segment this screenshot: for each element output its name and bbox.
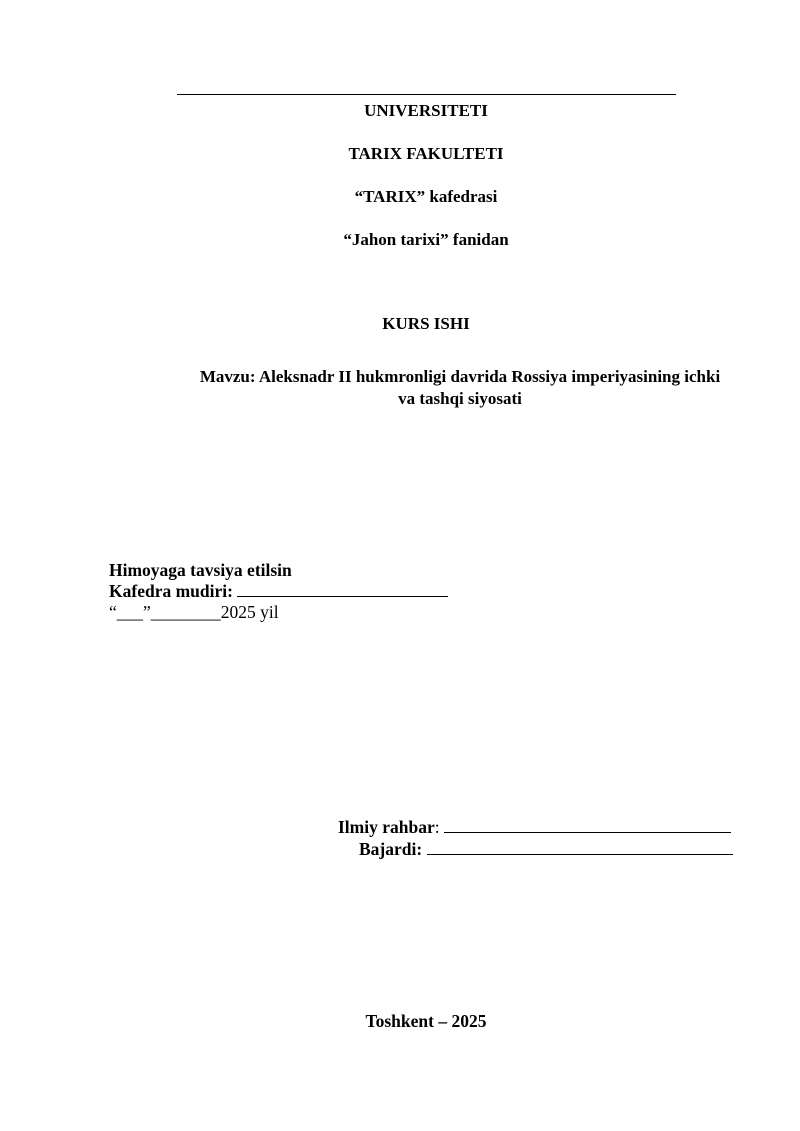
- document-type: KURS ISHI: [382, 314, 470, 333]
- university-label: UNIVERSITETI: [364, 101, 488, 120]
- university-name-blank-line: [177, 94, 676, 95]
- faculty-label: TARIX FAKULTETI: [348, 144, 504, 163]
- advisor-colon: :: [434, 817, 440, 837]
- recommend-text: Himoyaga tavsiya etilsin: [109, 560, 292, 580]
- subject-label: “Jahon tarixi” fanidan: [343, 230, 509, 249]
- topic-line-1: Mavzu: Aleksnadr II hukmronligi davrida Rossiya imperiyasining ichki: [199, 367, 721, 386]
- performer-line: [359, 839, 733, 860]
- approval-block: [109, 560, 448, 623]
- performer-signature-blank: [427, 840, 733, 855]
- performer-label: Bajardi:: [359, 839, 423, 859]
- city-year: Toshkent – 2025: [365, 1011, 487, 1031]
- head-signature-blank: [237, 582, 448, 597]
- advisor-label: Ilmiy rahbar: [338, 817, 435, 837]
- department-label: “TARIX” kafedrasi: [354, 187, 498, 206]
- topic-line-2: va tashqi siyosati: [398, 389, 522, 408]
- head-of-department-label: Kafedra mudiri:: [109, 581, 233, 601]
- head-of-department-line: [109, 581, 448, 602]
- advisor-line: [338, 817, 731, 838]
- topic-block: [110, 366, 800, 410]
- advisor-signature-blank: [444, 818, 731, 833]
- approval-date: “___”________2025 yil: [109, 602, 279, 622]
